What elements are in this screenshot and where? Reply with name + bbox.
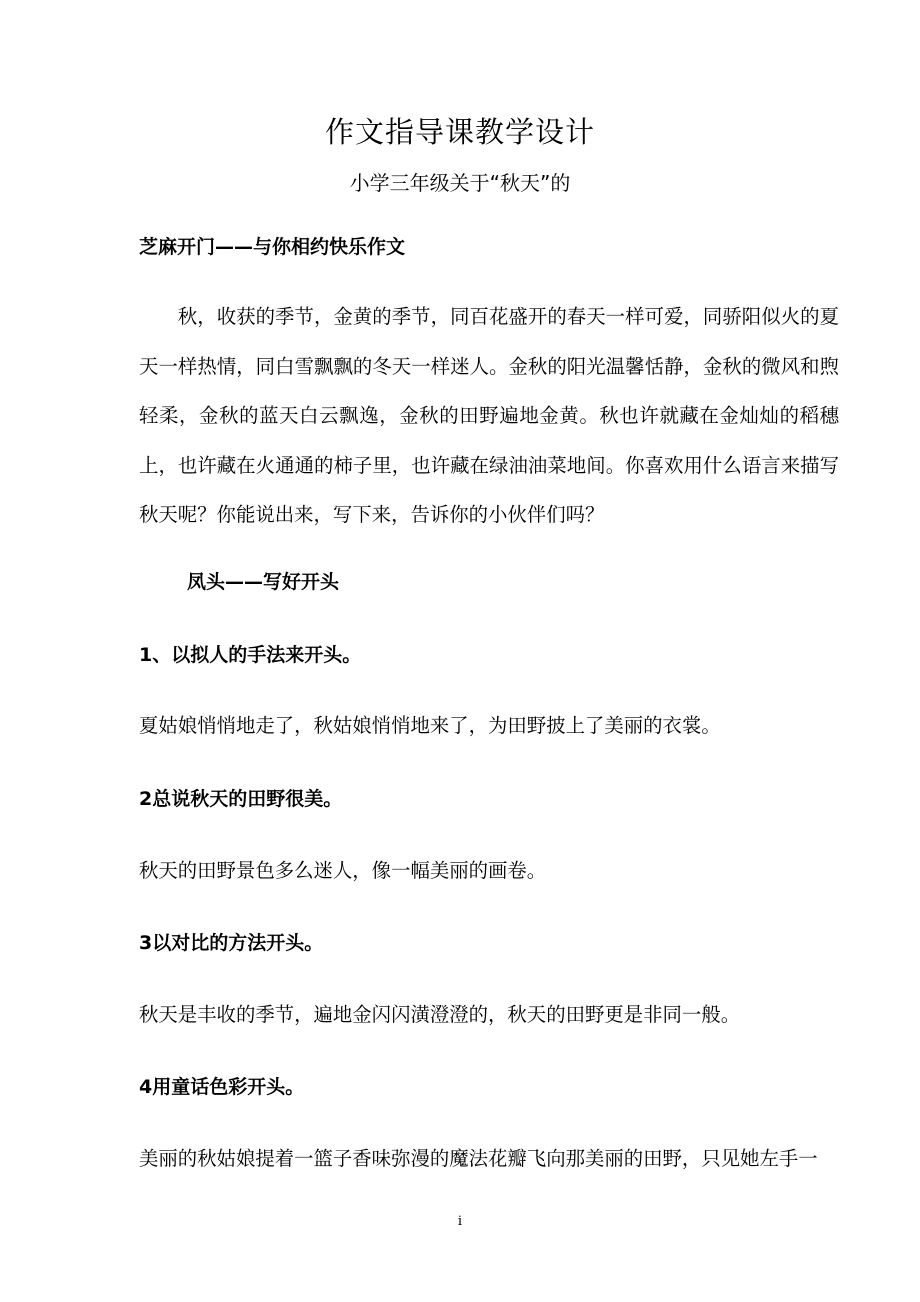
item-heading-4: 4用童话色彩开头。 — [139, 1076, 305, 1098]
item-heading-3: 3以对比的方法开头。 — [139, 932, 324, 954]
opening-section-heading: 凤头——写好开头 — [187, 571, 340, 593]
item-heading-2: 2总说秋天的田野很美。 — [139, 788, 343, 810]
intro-section-heading: 芝麻开门——与你相约快乐作文 — [139, 236, 406, 258]
item-text-1: 夏姑娘悄悄地走了，秋姑娘悄悄地来了，为田野披上了美丽的衣裳。 — [139, 714, 721, 737]
item-text-4: 美丽的秋姑娘提着一篮子香味弥漫的魔法花瓣飞向那美丽的田野，只见她左手一 — [139, 1147, 818, 1170]
intro-paragraph: 秋，收获的季节，金黄的季节，同百花盛开的春天一样可爱，同骄阳似火的夏天一样热情，同白雪飘飘的冬天一样迷人。金秋的阳光温馨恬静，金秋的微风和煦轻柔，金秋的蓝天白云飘逸，金秋的田野遍地金黄。秋也许就藏在金灿灿的稻穗上，也许藏在火通通的柿子里，也许藏在绿油油菜地间。你喜欢用什么语言来描写秋天呢？你能说出来，写下来，告诉你的小伙伴们吗？ — [139, 305, 839, 526]
document-title: 作文指导课教学设计 — [324, 115, 595, 149]
item-heading-1: 1、以拟人的手法来开头。 — [139, 644, 362, 666]
document-subtitle: 小学三年级关于“秋天”的 — [349, 171, 571, 195]
item-text-3: 秋天是丰收的季节，遍地金闪闪潢澄澄的，秋天的田野更是非同一般。 — [139, 1003, 741, 1026]
item-text-2: 秋天的田野景色多么迷人，像一幅美丽的画卷。 — [139, 859, 547, 882]
page-number: i — [457, 1214, 463, 1229]
